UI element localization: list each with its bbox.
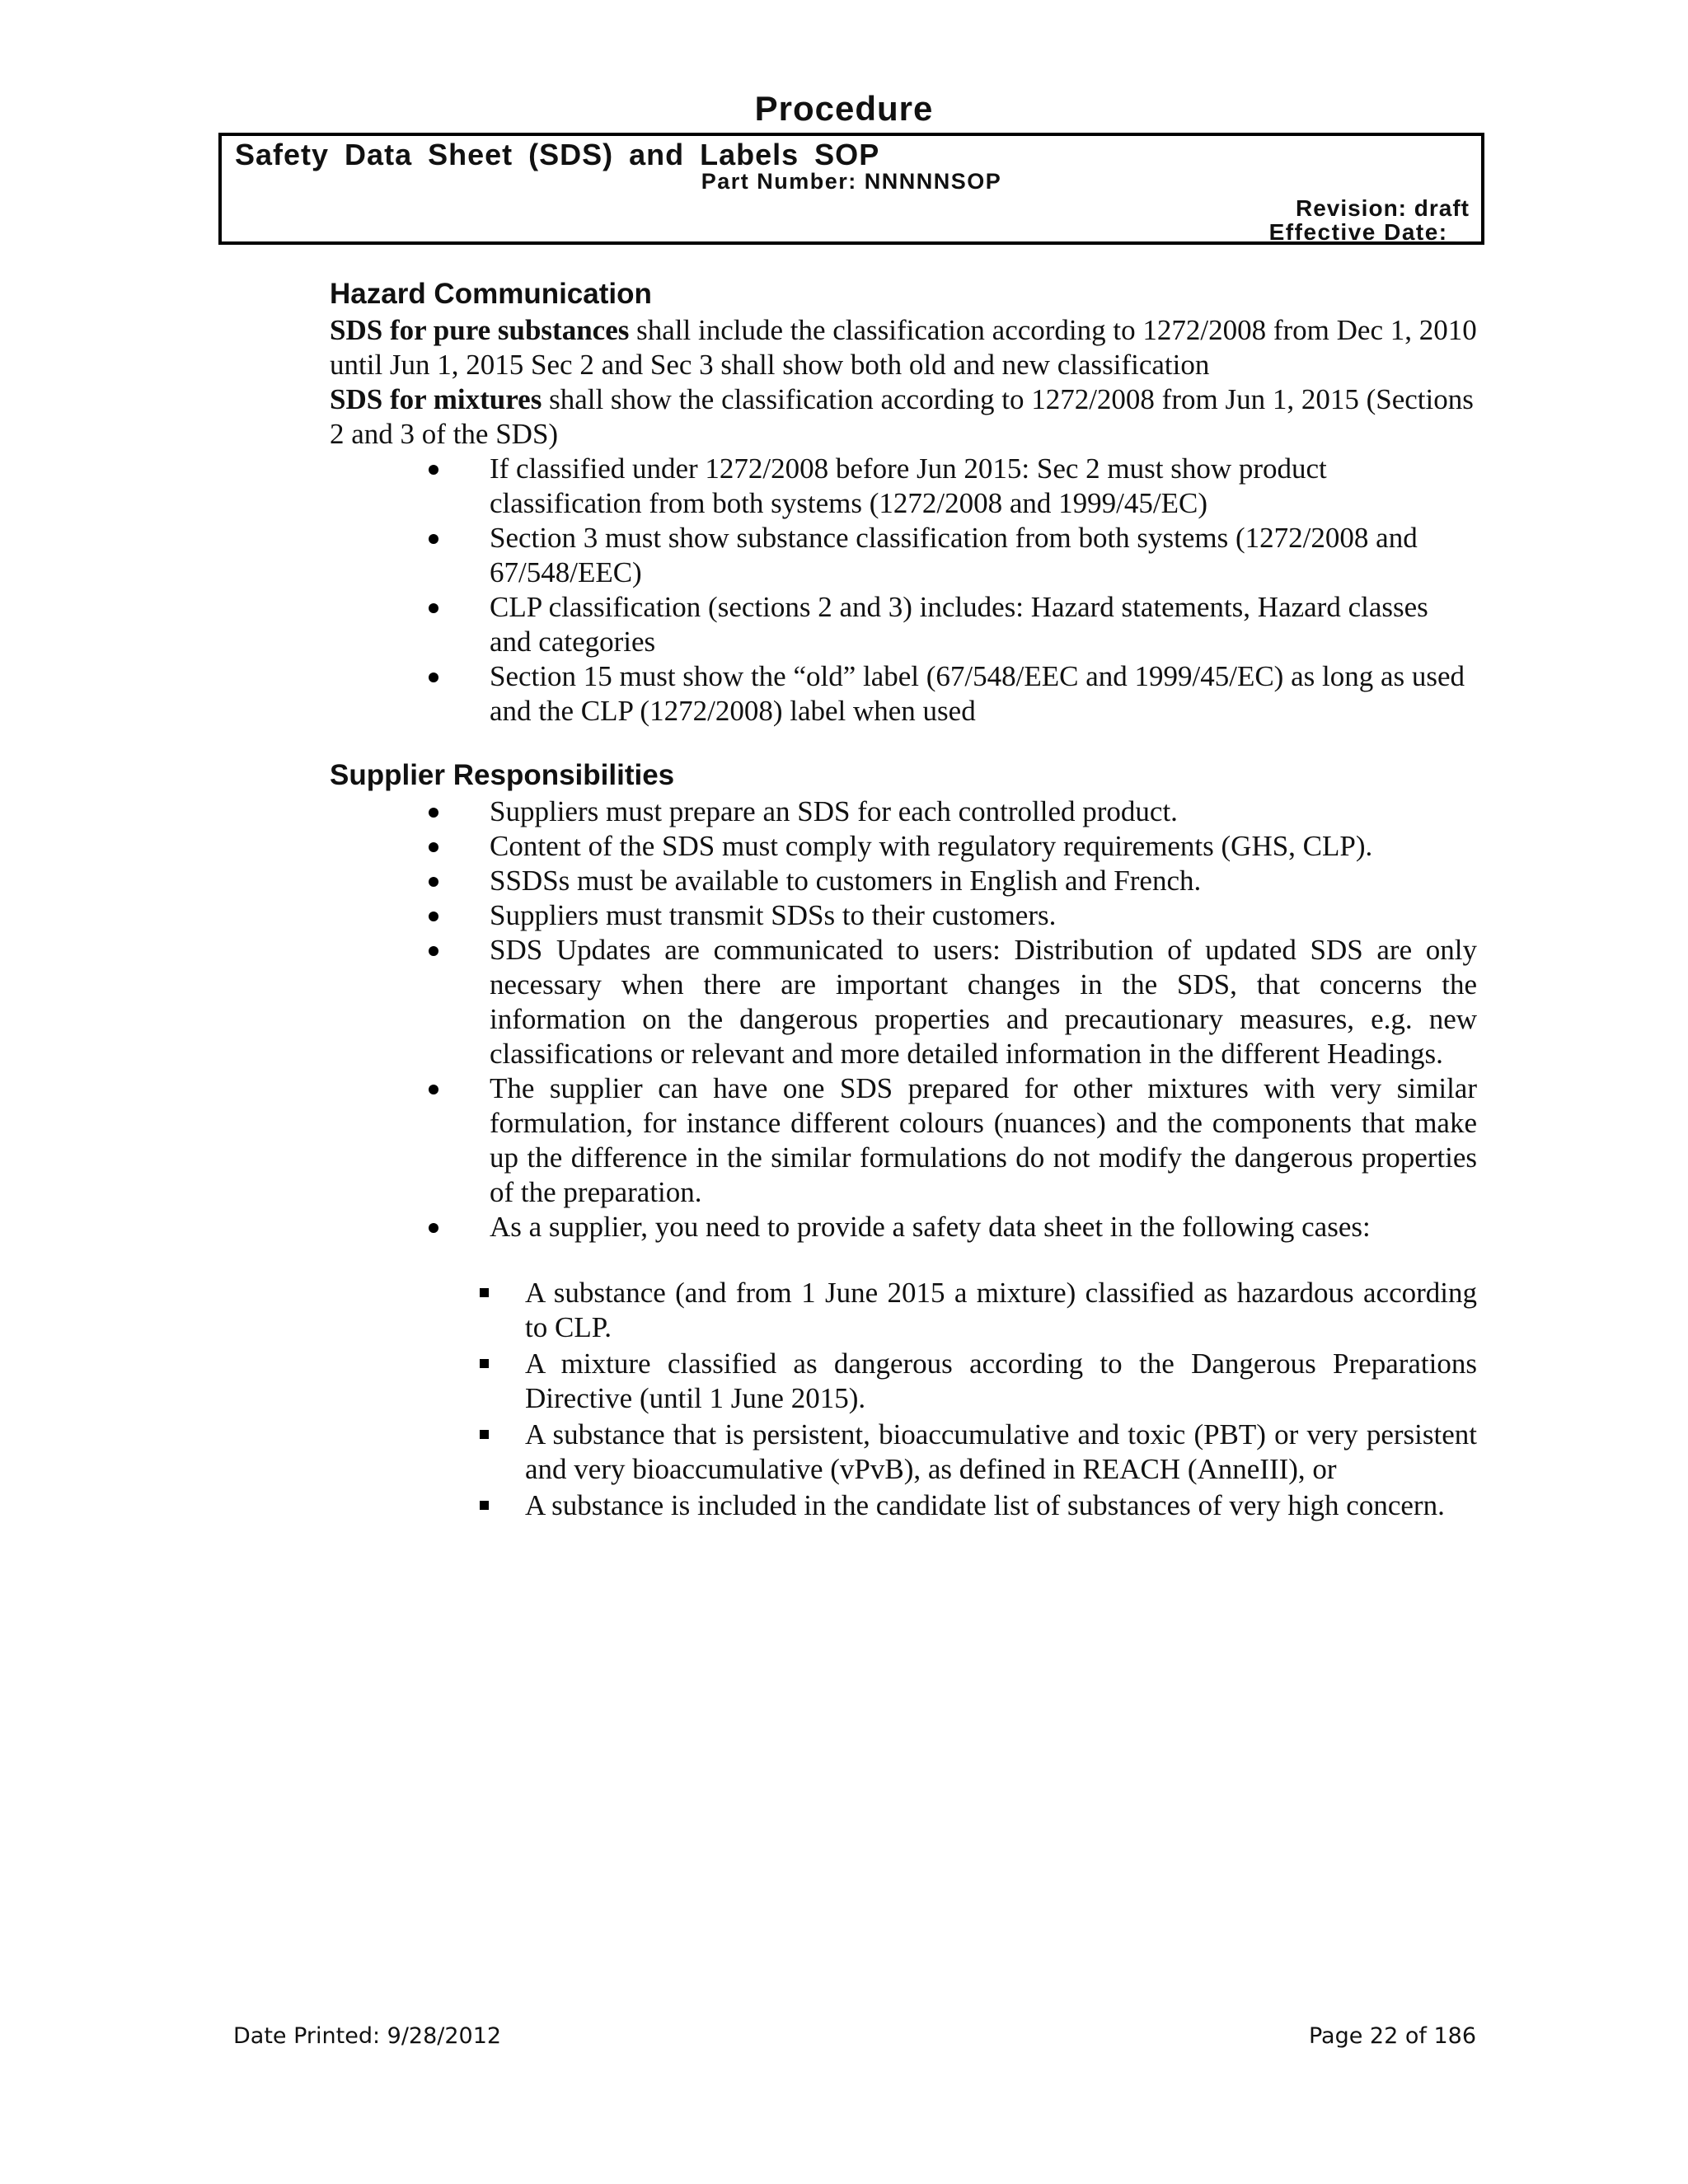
square-bullet-icon bbox=[480, 1501, 489, 1510]
list-item: Suppliers must prepare an SDS for each controlled product. bbox=[330, 794, 1477, 829]
bullet-icon bbox=[429, 465, 438, 475]
list-item: Section 3 must show substance classification from both systems (1272/2008 and 67/548/EEC) bbox=[330, 521, 1477, 590]
document-header-box bbox=[218, 133, 1484, 245]
mixtures-label: SDS for mixtures bbox=[330, 383, 542, 415]
bullet-icon bbox=[429, 912, 438, 921]
bullet-icon bbox=[429, 1223, 438, 1233]
list-item: Suppliers must transmit SDSs to their customers. bbox=[330, 898, 1477, 933]
square-bullet-icon bbox=[480, 1288, 489, 1297]
list-item: As a supplier, you need to provide a safety data sheet in the following cases: bbox=[330, 1210, 1477, 1244]
sds-cases-list bbox=[330, 1276, 1477, 1523]
bullet-icon bbox=[429, 534, 438, 544]
list-item: SDS Updates are communicated to users: Distribution of updated SDS are only necessary when there are important changes in the SDS, that concerns the information on the dangerous properties and precautionary measures, e.g. new classifications or relevant and more detailed information in the different Headings. bbox=[330, 933, 1477, 1071]
effective-date: Effective Date: _ bbox=[1268, 219, 1470, 245]
pure-substances-label: SDS for pure substances bbox=[330, 314, 630, 346]
list-item: SSDSs must be available to customers in English and French. bbox=[330, 864, 1477, 898]
mixtures-text: shall show the classification according to 1272/2008 from Jun 1, 2015 (Sections 2 and 3 of the SDS) bbox=[330, 383, 1474, 450]
hazard-communication-heading: Hazard Communication bbox=[330, 278, 652, 310]
bullet-icon bbox=[429, 603, 438, 613]
list-item: A mixture classified as dangerous according to the Dangerous Preparations Directive (until 1 June 2015). bbox=[330, 1347, 1477, 1416]
bullet-icon bbox=[429, 946, 438, 956]
page-number: Page 22 of 186 bbox=[1308, 2023, 1476, 2049]
list-item: A substance (and from 1 June 2015 a mixture) classified as hazardous according to CLP. bbox=[330, 1276, 1477, 1345]
supplier-bullet-list bbox=[330, 794, 1477, 1244]
square-bullet-icon bbox=[480, 1359, 489, 1368]
part-number: Part Number: NNNNNSOP bbox=[701, 169, 1002, 194]
bullet-icon bbox=[429, 808, 438, 818]
list-item: Section 15 must show the “old” label (67/548/EEC and 1999/45/EC) as long as used and the CLP (1272/2008) label when used bbox=[330, 659, 1477, 729]
list-item: If classified under 1272/2008 before Jun 2015: Sec 2 must show product classification from both systems (1272/2008 and 1999/45/EC) bbox=[330, 452, 1477, 521]
list-item: A substance is included in the candidate list of substances of very high concern. bbox=[330, 1488, 1477, 1523]
pure-substances-paragraph bbox=[330, 313, 1477, 382]
bullet-icon bbox=[429, 842, 438, 852]
bullet-icon bbox=[429, 1085, 438, 1094]
mixtures-paragraph bbox=[330, 382, 1477, 452]
list-item: CLP classification (sections 2 and 3) includes: Hazard statements, Hazard classes and categories bbox=[330, 590, 1477, 659]
hazard-bullet-list bbox=[330, 452, 1477, 729]
supplier-responsibilities-heading: Supplier Responsibilities bbox=[330, 759, 675, 791]
document-body bbox=[330, 275, 1477, 1525]
revision: Revision: draft bbox=[1295, 195, 1470, 221]
bullet-icon bbox=[429, 673, 438, 682]
list-item: Content of the SDS must comply with regulatory requirements (GHS, CLP). bbox=[330, 829, 1477, 864]
pure-substances-text: shall include the classification according to 1272/2008 from Dec 1, 2010 until Jun 1, 2015 Sec 2 and Sec 3 shall show both old and new classification bbox=[330, 314, 1477, 381]
sop-title: Safety Data Sheet (SDS) and Labels SOP bbox=[235, 138, 880, 171]
square-bullet-icon bbox=[480, 1430, 489, 1439]
date-printed: Date Printed: 9/28/2012 bbox=[233, 2023, 502, 2049]
document-type-title: Procedure bbox=[754, 89, 934, 128]
list-item: The supplier can have one SDS prepared for other mixtures with very similar formulation, for instance different colours (nuances) and the components that make up the difference in the similar formulations do not modify the dangerous properties of the preparation. bbox=[330, 1071, 1477, 1210]
bullet-icon bbox=[429, 877, 438, 887]
list-item: A substance that is persistent, bioaccumulative and toxic (PBT) or very persistent and very bioaccumulative (vPvB), as defined in REACH (AnneIII), or bbox=[330, 1418, 1477, 1487]
